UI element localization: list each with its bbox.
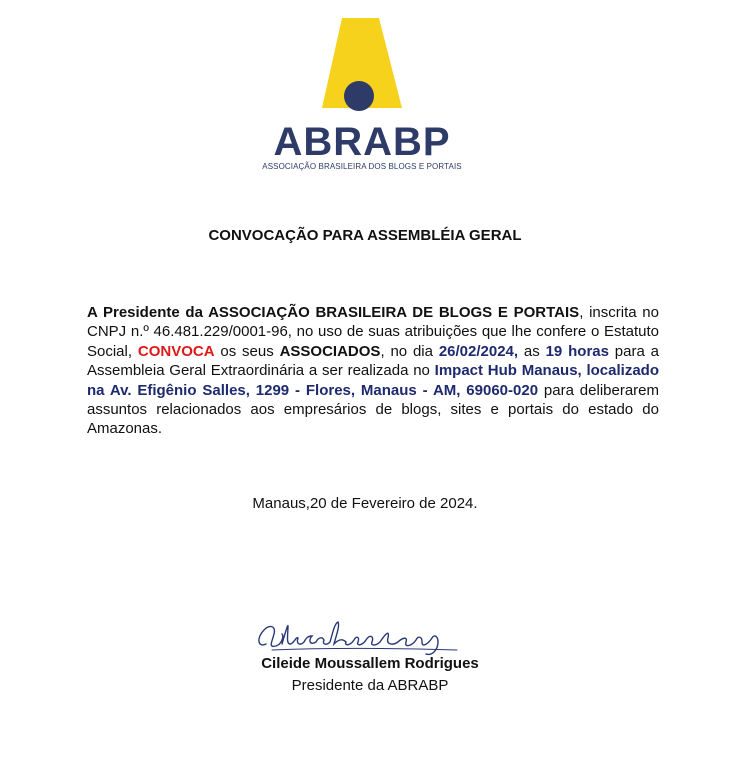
association-name: ASSOCIAÇÃO BRASILEIRA DE BLOGS E PORTAIS	[208, 304, 580, 321]
body-part: , inscrita no CNPJ n.º 46.481.229/0001-96, no uso de suas atribuições que lhe confere o Estatuto Social,	[87, 304, 659, 360]
meeting-location: Impact Hub Manaus, localizado na Av. Efigênio Salles, 1299 - Flores, Manaus - AM, 69060-020	[87, 362, 659, 399]
body-part: A Presidente da	[87, 304, 209, 321]
logo-subtitle: ASSOCIAÇÃO BRASILEIRA DOS BLOGS E PORTAIS	[262, 162, 462, 171]
meeting-date: 26/02/2024,	[438, 342, 519, 360]
convoca-word: CONVOCA	[137, 342, 215, 360]
body-part: os seus	[214, 342, 280, 360]
body-part: para a Assembleia Geral Extraordinária a ser realizada no	[87, 342, 660, 380]
convocation-paragraph	[87, 303, 659, 439]
logo-mark-icon	[262, 18, 462, 122]
body-part: para deliberarem assuntos relacionados aos empresários de blogs, sites e portais do estado do Amazonas.	[87, 381, 660, 438]
body-part: as	[518, 342, 546, 360]
abrabp-logo	[262, 18, 462, 176]
body-part: , no dia	[380, 342, 439, 360]
document-title: CONVOCAÇÃO PARA ASSEMBLÉIA GERAL	[208, 227, 522, 244]
signatory-name: Cileide Moussallem Rodrigues	[261, 655, 479, 672]
logo-wordmark: ABRABP	[273, 120, 451, 164]
meeting-time: 19 horas	[545, 342, 609, 360]
dateline: Manaus,20 de Fevereiro de 2024.	[252, 495, 478, 512]
associados-word: ASSOCIADOS	[279, 342, 381, 360]
signatory-role: Presidente da ABRABP	[291, 677, 449, 694]
